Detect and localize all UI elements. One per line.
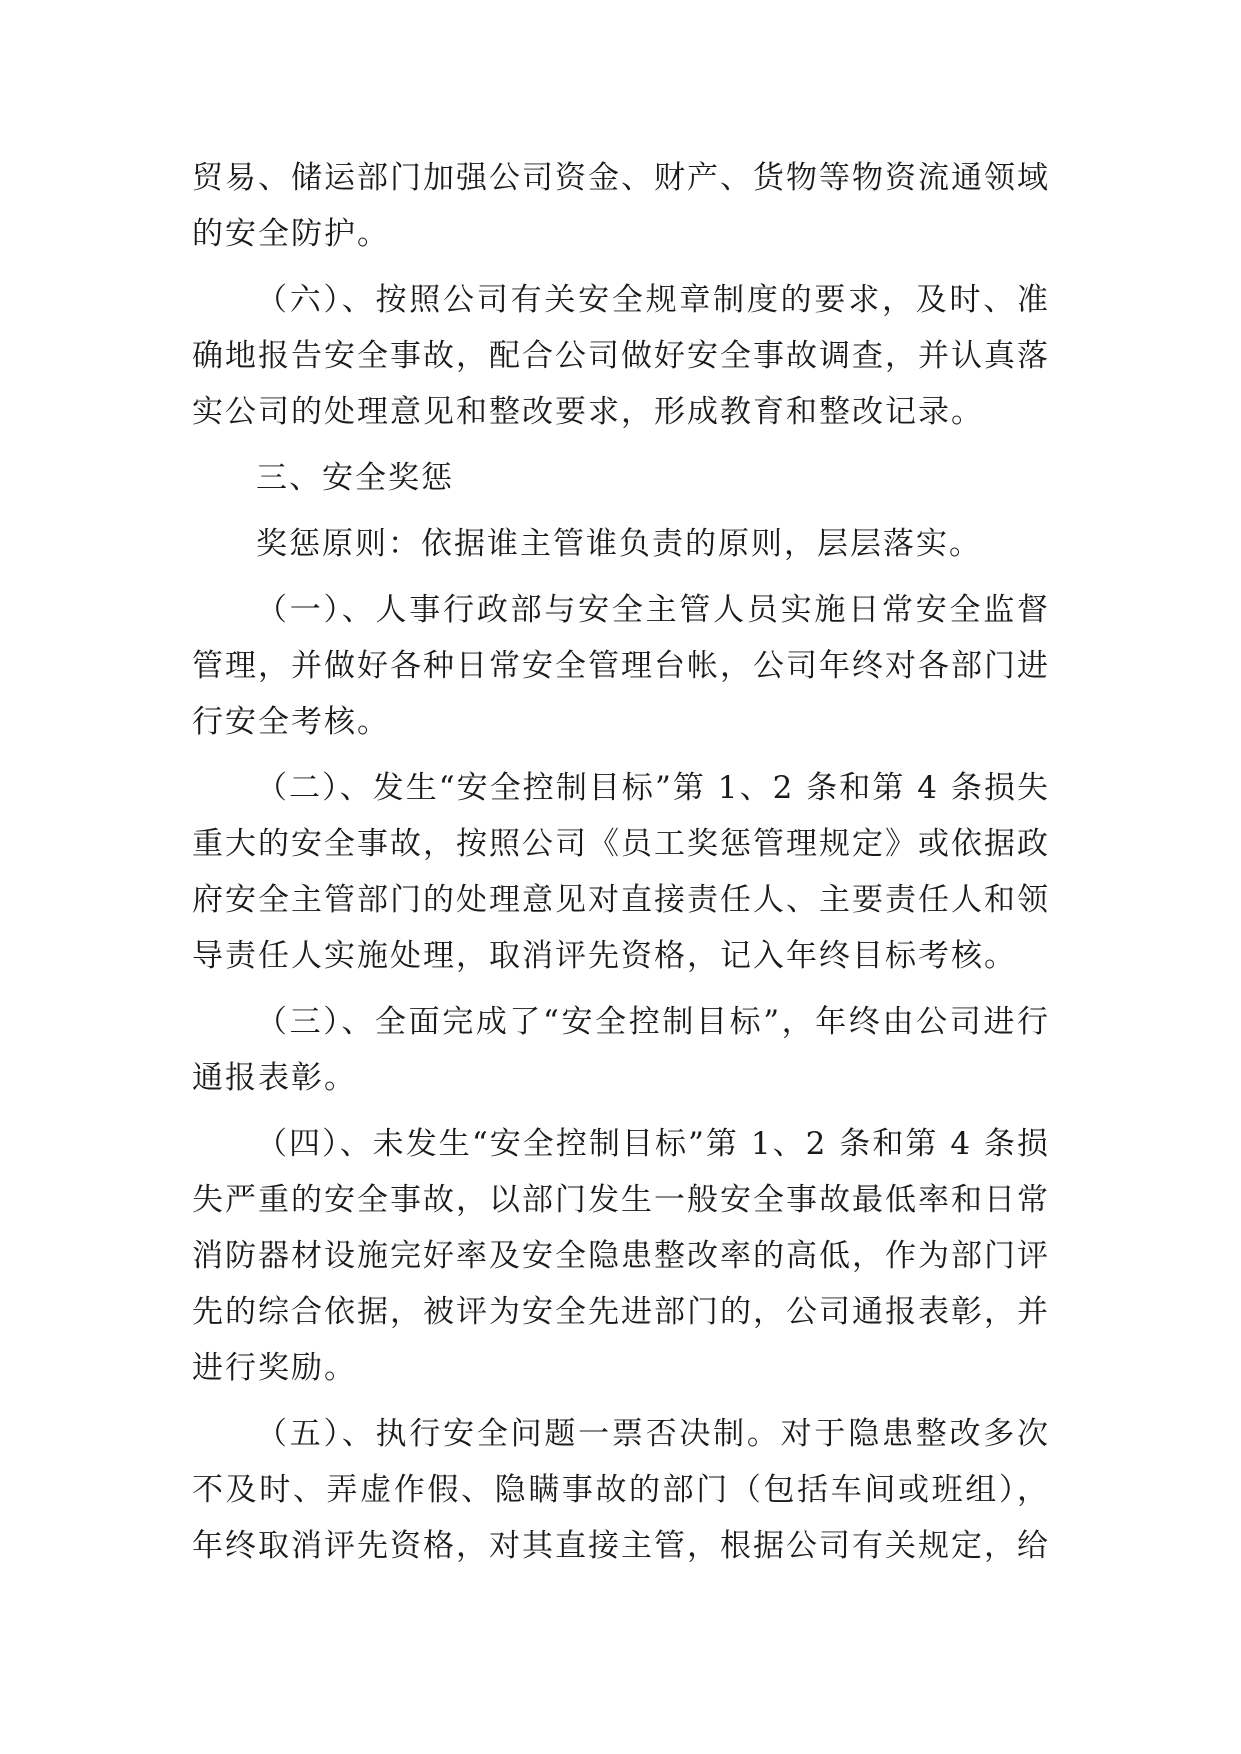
paragraph-item-2 xyxy=(192,760,1050,984)
text-line: 先的综合依据，被评为安全先进部门的，公司通报表彰，并 xyxy=(192,1294,1050,1330)
text-line: 的安全防护。 xyxy=(192,216,390,252)
text-line: 消防器材设施完好率及安全隐患整改率的高低，作为部门评 xyxy=(192,1238,1050,1274)
section-heading-rewards-penalties xyxy=(192,450,1050,506)
text-line: 实公司的处理意见和整改要求，形成教育和整改记录。 xyxy=(192,394,984,430)
text-line: （六）、按照公司有关安全规章制度的要求，及时、准 xyxy=(256,282,1050,318)
text-line: （二）、发生“安全控制目标”第 1、2 条和第 4 条损失 xyxy=(256,770,1050,806)
section-heading: 三、安全奖惩 xyxy=(256,460,454,496)
text-line: 确地报告安全事故，配合公司做好安全事故调查，并认真落 xyxy=(192,338,1050,374)
paragraph-item-4 xyxy=(192,1116,1050,1396)
text-line: 通报表彰。 xyxy=(192,1060,357,1096)
text-line: 年终取消评先资格，对其直接主管，根据公司有关规定，给 xyxy=(192,1528,1050,1564)
document-body xyxy=(192,150,1050,1574)
paragraph-item-1 xyxy=(192,582,1050,750)
text-line: 重大的安全事故，按照公司《员工奖惩管理规定》或依据政 xyxy=(192,826,1050,862)
paragraph-item-3 xyxy=(192,994,1050,1106)
text-line: （一）、人事行政部与安全主管人员实施日常安全监督 xyxy=(256,592,1050,628)
text-line: 进行奖励。 xyxy=(192,1350,357,1386)
text-line: 行安全考核。 xyxy=(192,704,390,740)
text-line: （四）、未发生“安全控制目标”第 1、2 条和第 4 条损 xyxy=(256,1126,1050,1162)
text-line: 贸易、储运部门加强公司资金、财产、货物等物资流通领域 xyxy=(192,160,1050,196)
text-line: 失严重的安全事故，以部门发生一般安全事故最低率和日常 xyxy=(192,1182,1050,1218)
paragraph-storage-security xyxy=(192,150,1050,262)
paragraph-item-5 xyxy=(192,1406,1050,1574)
text-line: 奖惩原则：依据谁主管谁负责的原则，层层落实。 xyxy=(256,526,982,562)
paragraph-item-6 xyxy=(192,272,1050,440)
text-line: 管理，并做好各种日常安全管理台帐，公司年终对各部门进 xyxy=(192,648,1050,684)
text-line: 导责任人实施处理，取消评先资格，记入年终目标考核。 xyxy=(192,938,1017,974)
text-line: （五）、执行安全问题一票否决制。对于隐患整改多次 xyxy=(256,1416,1050,1452)
paragraph-principle xyxy=(192,516,1050,572)
text-line: 府安全主管部门的处理意见对直接责任人、主要责任人和领 xyxy=(192,882,1050,918)
text-line: （三）、全面完成了“安全控制目标”，年终由公司进行 xyxy=(256,1004,1050,1040)
text-line: 不及时、弄虚作假、隐瞒事故的部门（包括车间或班组）， xyxy=(192,1472,1050,1508)
